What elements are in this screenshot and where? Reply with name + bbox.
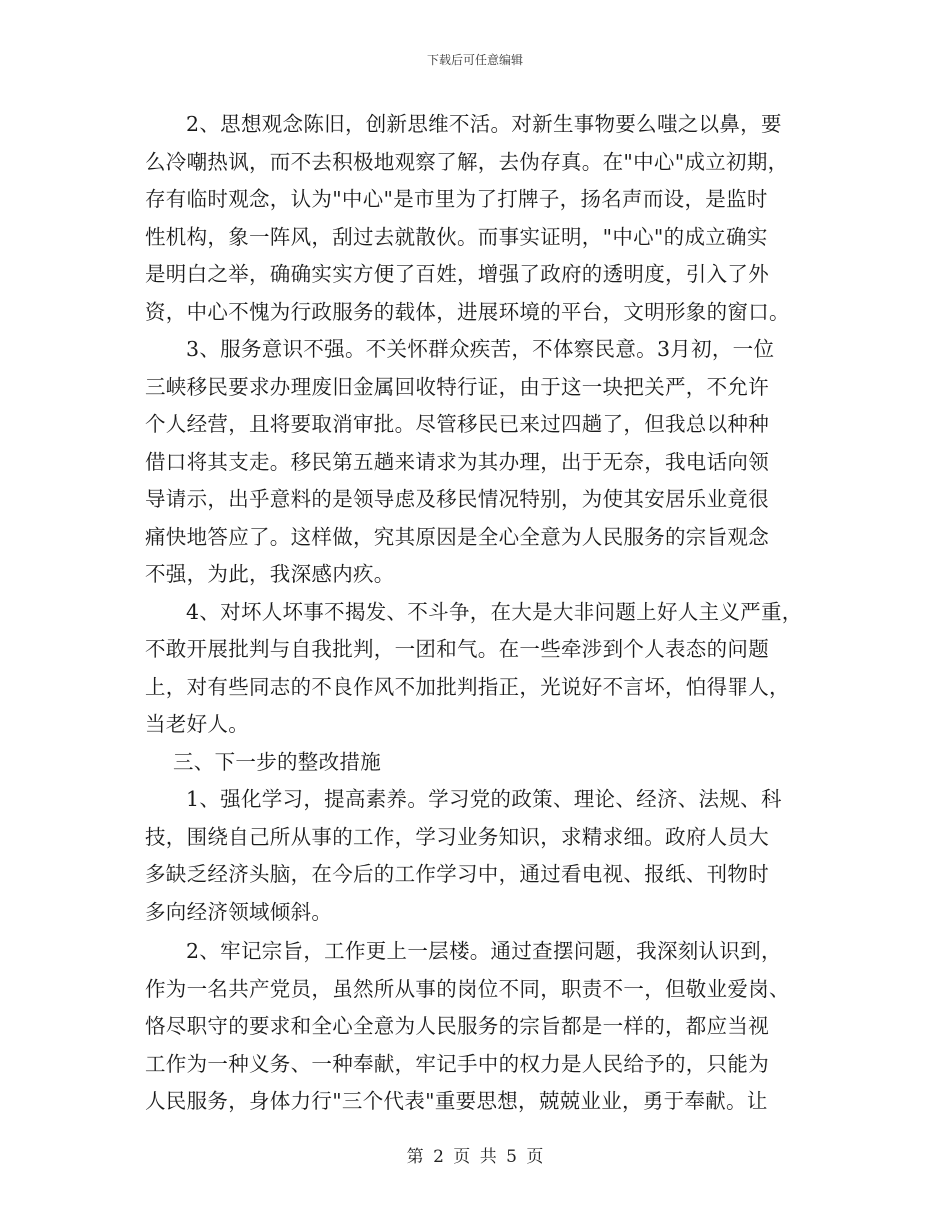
- paragraph-strengthen-learning: [145, 781, 815, 931]
- paragraph-service-awareness: [145, 331, 815, 594]
- text-line: 当老好人。: [145, 712, 249, 736]
- text-line: 技，围绕自己所从事的工作，学习业务知识，求精求细。政府人员大: [145, 824, 769, 849]
- text-line: 2、牢记宗旨，工作更上一层楼。通过查摆问题，我深刻认识到，: [186, 939, 782, 963]
- section-heading: 三、下一步的整改措施: [173, 749, 381, 774]
- paragraph-no-struggle: [145, 594, 815, 744]
- text-line: 三峡移民要求办理废旧金属回收特行证，由于这一块把关严，不允许: [145, 374, 769, 399]
- text-line: 不强，为此，我深感内疚。: [145, 562, 395, 586]
- text-line: 多缺乏经济头脑，在今后的工作学习中，通过看电视、报纸、刊物时: [145, 862, 769, 886]
- page-header: 下载后可任意编辑: [426, 53, 523, 67]
- text-line: 借口将其支走。移民第五趟来请求为其办理，出于无奈，我电话向领: [145, 449, 769, 474]
- text-line: 人民服务，身体力行"三个代表"重要思想，兢兢业业，勇于奉献。让: [145, 1089, 768, 1113]
- page-number-footer: 第 2 页 共 5 页: [406, 1147, 544, 1167]
- text-line: 不敢开展批判与自我批判，一团和气。在一些牵涉到个人表态的问题: [145, 637, 769, 661]
- text-line: 4、对坏人坏事不揭发、不斗争，在大是大非问题上好人主义严重，: [186, 599, 803, 624]
- text-line: 2、思想观念陈旧，创新思维不活。对新生事物要么嗤之以鼻，要: [186, 112, 782, 136]
- text-line: 多向经济领域倾斜。: [145, 899, 333, 924]
- text-line: 性机构，象一阵风，刮过去就散伙。而事实证明，"中心"的成立确实: [145, 224, 768, 249]
- text-line: 恪尽职守的要求和全心全意为人民服务的宗旨都是一样的，都应当视: [145, 1014, 769, 1038]
- paragraph-thinking-outdated: [145, 106, 815, 331]
- paragraph-remember-purpose: [145, 933, 815, 1121]
- text-line: 痛快地答应了。这样做，究其原因是全心全意为人民服务的宗旨观念: [145, 524, 769, 549]
- text-line: 上，对有些同志的不良作风不加批判指正，光说好不言坏，怕得罪人，: [145, 674, 790, 699]
- text-line: 是明白之举，确确实实方便了百姓，增强了政府的透明度，引入了外: [145, 262, 769, 286]
- text-line: 作为一名共产党员，虽然所从事的岗位不同，职责不一，但敬业爱岗、: [145, 976, 790, 1001]
- text-line: 导请示，出乎意料的是领导虑及移民情况特别，为使其安居乐业竟很: [145, 487, 769, 511]
- document-body: [145, 106, 815, 1121]
- text-line: 1、强化学习，提高素养。学习党的政策、理论、经济、法规、科: [186, 787, 782, 811]
- text-line: 存有临时观念，认为"中心"是市里为了打牌子，扬名声而设，是监时: [145, 187, 768, 211]
- text-line: 么冷嘲热讽，而不去积极地观察了解，去伪存真。在"中心"成立初期，: [145, 149, 789, 174]
- text-line: 工作为一种义务、一种奉献，牢记手中的权力是人民给予的，只能为: [145, 1051, 769, 1076]
- text-line: 资，中心不愧为行政服务的载体，进展环境的平台，文明形象的窗口。: [145, 299, 790, 324]
- text-line: 个人经营，且将要取消审批。尽管移民已来过四趟了，但我总以种种: [145, 412, 769, 436]
- text-line: 3、服务意识不强。不关怀群众疾苦，不体察民意。3月初，一位: [186, 337, 775, 361]
